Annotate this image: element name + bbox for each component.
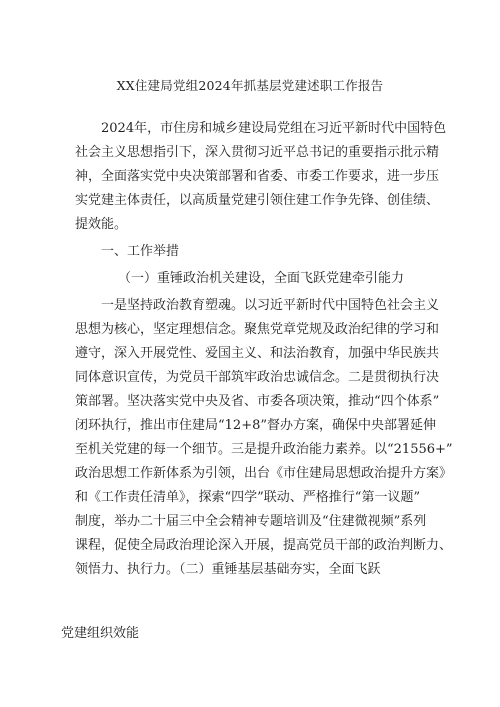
body-line: 一是坚持政治教育塑魂。以习近平新时代中国特色社会主义 xyxy=(101,298,440,313)
subsection-heading: （一）重锤政治机关建设，全面飞跃党建牵引能力 xyxy=(118,271,405,286)
document-title: XX住建局党组2024年抓基层党建述职工作报告 xyxy=(116,78,384,93)
intro-line: 提效能。 xyxy=(75,217,128,232)
body-line: 领悟力、执行力。（二）重锤基层基础夯实，全面飞跃 xyxy=(75,562,381,577)
body-line: 和《工作责任清单》，探索“四学”联动、严格推行“第一议题” xyxy=(75,490,421,505)
intro-line: 社会主义思想指引下，深入贯彻习近平总书记的重要指示批示精 xyxy=(75,145,440,160)
body-line: 制度，举办二十届三中全会精神专题培训及“住建微视频”系列 xyxy=(75,514,427,529)
body-line: 政治思想工作新体系为引领，出台《市住建局思想政治提升方案》 xyxy=(75,466,453,481)
body-line: 闭环执行，推出市住建局“12+8”督办方案，确保中央部署延伸 xyxy=(75,418,436,433)
body-line: 课程，促使全局政治理论深入开展，提高党员干部的政治判断力、 xyxy=(75,538,453,553)
body-line: 至机关党建的每一个细节。三是提升政治能力素养。以“21556+” xyxy=(75,442,453,457)
section-heading: 一、工作举措 xyxy=(101,244,180,259)
tail-line: 党建组织效能 xyxy=(61,626,140,641)
intro-line: 2024年，市住房和城乡建设局党组在习近平新时代中国特色 xyxy=(101,121,447,136)
body-line: 遵守，深入开展党性、爱国主义、和法治教育，加强中华民族共 xyxy=(75,346,440,361)
intro-line: 神，全面落实党中央决策部署和省委、市委工作要求，进一步压 xyxy=(75,169,440,184)
body-line: 同体意识宣传，为党员干部筑牢政治忠诚信念。二是贯彻执行决 xyxy=(75,370,440,385)
intro-line: 实党建主体责任，以高质量党建引领住建工作争先锋、创佳绩、 xyxy=(75,193,440,208)
body-line: 策部署。坚决落实党中央及省、市委各项决策，推动“四个体系” xyxy=(75,394,440,409)
body-line: 思想为核心，坚定理想信念。聚焦党章党规及政治纪律的学习和 xyxy=(75,322,440,337)
